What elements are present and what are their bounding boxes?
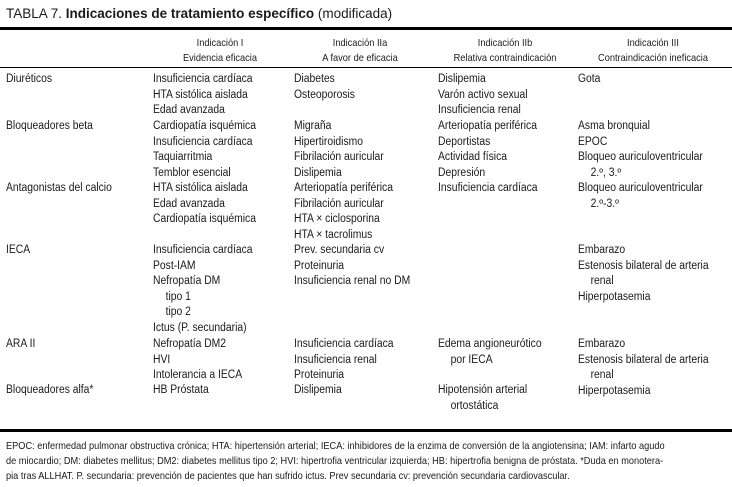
column-header-3: [439, 36, 571, 66]
indication-item: Nefropatía DM: [153, 275, 221, 287]
indication-cell-2: [294, 243, 410, 290]
indication-cell-1: [153, 383, 209, 399]
indication-item: por IECA: [450, 353, 493, 366]
drug-class-label: IECA: [6, 244, 31, 256]
column-header-2-subtitle: A favor de eficacia: [322, 52, 398, 64]
indication-item: HVI: [153, 353, 171, 366]
bottom-rule: [0, 429, 732, 432]
indication-cell-2: [294, 383, 342, 399]
indication-item: Dislipemia: [438, 73, 486, 85]
indication-item: renal: [590, 369, 614, 381]
indication-item: Insuficiencia cardíaca: [153, 244, 253, 256]
table-number: TABLA 7.: [6, 6, 63, 21]
column-header-4-title: Indicación III: [627, 37, 679, 49]
footnote: [6, 439, 722, 484]
indication-cell-4: [578, 337, 709, 399]
indication-item: Insuficiencia cardíaca: [294, 338, 394, 350]
indication-cell-1: [153, 119, 256, 181]
indication-item: Diabetes: [294, 73, 335, 85]
indication-item: EPOC: [578, 135, 608, 148]
indication-item: Asma bronquial: [578, 120, 650, 132]
indication-item: Hipertiroidismo: [294, 135, 364, 148]
indication-item: Deportistas: [438, 135, 491, 148]
indication-item: Dislipemia: [294, 166, 342, 179]
table-title-bold: Indicaciones de tratamiento específico: [65, 6, 315, 21]
indication-cell-2: [294, 181, 393, 243]
footnote-line: de miocardio; DM: diabetes mellitus; DM2: diabetes mellitus tipo 2; HVI: hipertrofia ventricular izquierda; HB: hipertrofia benigna de próstata. *Duda en monotera-: [6, 456, 664, 467]
indication-item: Cardiopatía isquémica: [153, 213, 256, 225]
indication-item: Insuficiencia cardíaca: [153, 73, 253, 85]
indication-item: Gota: [578, 73, 601, 85]
indication-item: Migraña: [294, 120, 332, 132]
indication-item: 2.º-3.º: [590, 197, 619, 210]
column-header-2-title: Indicación IIa: [332, 37, 388, 49]
indication-item: 2.º, 3.º: [590, 166, 622, 179]
indication-cell-1: [153, 243, 253, 336]
drug-class: [6, 337, 35, 353]
indication-cell-3: [438, 72, 528, 119]
indication-item: Actividad física: [438, 151, 508, 163]
table-title: [6, 6, 392, 21]
drug-class: [6, 119, 93, 135]
indication-item: Proteinuria: [294, 369, 345, 381]
indication-item: Fibrilación auricular: [294, 151, 384, 163]
indication-item: Prev. secundaria cv: [294, 244, 385, 256]
indication-item: Dislipemia: [294, 384, 342, 396]
column-header-3-subtitle: Relativa contraindicación: [453, 52, 557, 64]
indication-item: Insuficiencia renal no DM: [294, 275, 411, 287]
indication-item: Nefropatía DM2: [153, 338, 227, 350]
indication-item: Osteoporosis: [294, 88, 355, 101]
indication-cell-4: [578, 181, 703, 212]
indication-item: tipo 1: [165, 290, 191, 303]
drug-class: [6, 383, 93, 399]
indication-item: HTA × tacrolimus: [294, 228, 373, 241]
column-header-3-title: Indicación IIb: [477, 37, 533, 49]
table-title-suffix: (modificada): [317, 6, 393, 21]
indication-item: Hiperpotasemia: [578, 290, 651, 303]
indication-cell-3: [438, 337, 542, 368]
column-header-2: [298, 36, 421, 66]
indication-item: Embarazo: [578, 338, 626, 350]
indication-cell-4: [578, 72, 600, 88]
indication-item: Embarazo: [578, 244, 626, 256]
column-header-1: [158, 36, 281, 66]
indication-item: Edad avanzada: [153, 104, 225, 116]
drug-class: [6, 181, 112, 197]
column-header-4: [587, 36, 719, 66]
drug-class-label: Diuréticos: [6, 73, 53, 85]
indication-item: tipo 2: [165, 306, 191, 318]
indication-item: HTA × ciclosporina: [294, 213, 380, 225]
top-rule: [0, 27, 732, 30]
indication-cell-3: [438, 181, 538, 197]
indication-item: Estenosis bilateral de arteria: [578, 353, 709, 366]
indication-item: Taquiarritmia: [153, 151, 213, 163]
indication-item: Edema angioneurótico: [438, 338, 542, 350]
footnote-line: EPOC: enfermedad pulmonar obstructiva crónica; HTA: hipertensión arterial; IECA: inhibidores de la enzima de conversión de la angiotensina; IAM: infarto agudo: [6, 441, 665, 452]
drug-class: [6, 72, 52, 88]
indication-cell-1: [153, 72, 253, 119]
column-header-1-subtitle: Evidencia eficacia: [183, 52, 257, 64]
header-rule: [0, 67, 732, 68]
indication-item: Cardiopatía isquémica: [153, 120, 256, 132]
indication-item: Edad avanzada: [153, 197, 225, 210]
indication-item: Arteriopatía periférica: [294, 182, 393, 194]
indication-item: Bloqueo auriculoventricular: [578, 151, 703, 163]
indication-cell-2: [294, 119, 384, 181]
indication-item: Post-IAM: [153, 259, 196, 272]
indication-cell-2: [294, 337, 394, 384]
indication-item: Depresión: [438, 166, 486, 179]
indication-item: Insuficiencia renal: [438, 104, 521, 116]
indication-cell-4: [578, 243, 709, 305]
indication-cell-1: [153, 337, 242, 384]
indication-item: Bloqueo auriculoventricular: [578, 182, 703, 194]
indication-item: Hiperpotasemia: [578, 384, 651, 397]
indication-item: Insuficiencia cardíaca: [438, 182, 538, 194]
indication-item: Hipotensión arterial: [438, 384, 528, 396]
indication-item: renal: [590, 275, 614, 287]
footnote-line: pia tras ALLHAT. P. secundaria: prevención de pacientes que han sufrido ictus. Prev secundaria cv: prevención secundaria cardiovascular.: [6, 471, 570, 482]
indication-item: Varón activo sexual: [438, 88, 528, 101]
indication-item: Insuficiencia renal: [294, 353, 377, 366]
indication-item: Proteinuria: [294, 259, 345, 272]
indication-item: HTA sistólica aislada: [153, 182, 248, 194]
indication-item: Insuficiencia cardíaca: [153, 135, 253, 148]
indication-item: Temblor esencial: [153, 166, 231, 179]
indication-item: ortostática: [450, 399, 499, 412]
indication-cell-3: [438, 119, 537, 181]
indication-item: HB Próstata: [153, 384, 209, 396]
drug-class: [6, 243, 30, 259]
indication-item: Intolerancia a IECA: [153, 369, 243, 381]
drug-class-label: ARA II: [6, 338, 36, 350]
column-header-4-subtitle: Contraindicación ineficacia: [598, 52, 708, 64]
drug-class-label: Antagonistas del calcio: [6, 182, 112, 194]
indication-item: HTA sistólica aislada: [153, 88, 248, 101]
drug-class-label: Bloqueadores alfa*: [6, 384, 94, 396]
indication-cell-4: [578, 119, 703, 181]
column-header-1-title: Indicación I: [196, 37, 244, 49]
indication-cell-2: [294, 72, 355, 103]
indication-item: Fibrilación auricular: [294, 197, 384, 210]
indication-item: Ictus (P. secundaria): [153, 321, 247, 334]
indication-item: Estenosis bilateral de arteria: [578, 259, 709, 272]
indication-cell-3: [438, 383, 527, 414]
drug-class-label: Bloqueadores beta: [6, 120, 93, 132]
indication-cell-1: [153, 181, 256, 228]
indication-item: Arteriopatía periférica: [438, 120, 537, 132]
